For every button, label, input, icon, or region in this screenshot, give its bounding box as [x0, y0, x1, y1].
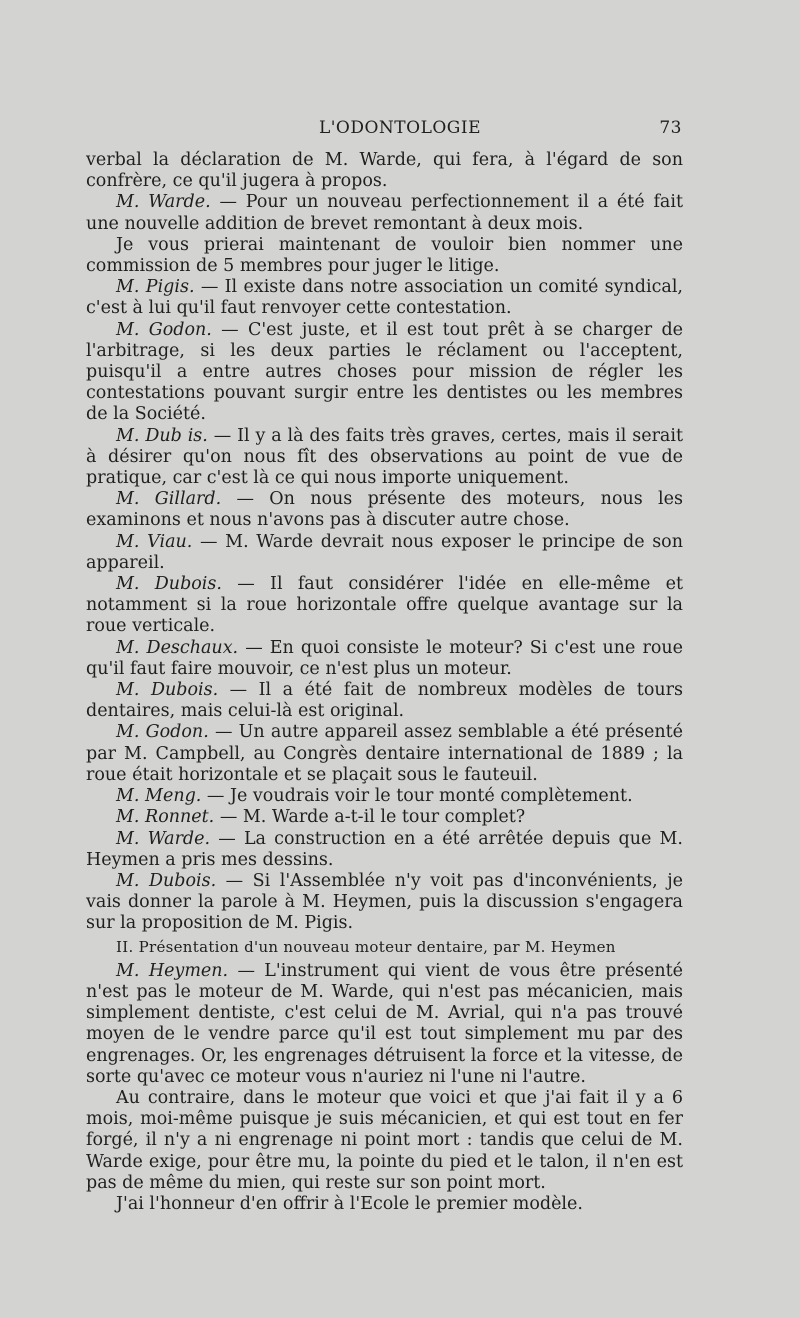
- paragraph: M. Meng. — Je voudrais voir le tour monté complètement.: [116, 786, 633, 807]
- paragraph: M. Gillard. — On nous présente des moteurs, nous les examinons et nous n'avons pas à discuter autre chose.: [86, 489, 683, 531]
- speaker-name: M. Gillard.: [116, 489, 222, 510]
- speaker-name: M. Ronnet.: [116, 807, 215, 828]
- speaker-name: M. Viau.: [116, 531, 193, 552]
- paragraph: Je vous prierai maintenant de vouloir bien nommer une commission de 5 membres pour juger le litige.: [86, 234, 683, 277]
- paragraph: Au contraire, dans le moteur que voici et que j'ai fait il y a 6 mois, moi-même puisque je suis mécanicien, et qui est tout en fer forgé, il n'y a ni engrenage ni point mort : tandis que celui de M. Warde exige, pour être mu, la pointe du pied et le talon, il n'en est pas de même du mien, qui reste sur son point mort.: [86, 1087, 683, 1193]
- paragraph: J'ai l'honneur d'en offrir à l'Ecole le premier modèle.: [116, 1193, 583, 1214]
- paragraph: M. Dubois. — Il a été fait de nombreux modèles de tours dentaires, mais celui-là est original.: [86, 680, 683, 722]
- running-title: L'ODONTOLOGIE: [318, 118, 482, 138]
- speaker-name: M. Dubois.: [116, 680, 219, 701]
- paragraph: M. Warde. — La construction en a été arrêtée depuis que M. Heymen a pris mes dessins.: [86, 828, 683, 870]
- speaker-name: M. Dub is.: [116, 425, 208, 446]
- paragraph: M. Warde. — Pour un nouveau perfectionnement il a été fait une nouvelle addition de brevet remontant à deux mois.: [86, 192, 683, 234]
- paragraph: M. Dubois. — Il faut considérer l'idée en elle-même et notamment si la roue horizontale offre quelque avantage sur la roue verticale.: [86, 574, 683, 637]
- paragraph: verbal la déclaration de M. Warde, qui fera, à l'égard de son confrère, ce qu'il jugera à propos.: [86, 150, 683, 192]
- paragraph: M. Pigis. — Il existe dans notre association un comité syndical, c'est à lui qu'il faut renvoyer cette contestation.: [86, 277, 683, 319]
- speaker-name: M. Meng.: [116, 786, 202, 807]
- paragraph: M. Ronnet. — M. Warde a-t-il le tour complet?: [116, 807, 526, 828]
- paragraph: M. Deschaux. — En quoi consiste le moteur? Si c'est une roue qu'il faut faire mouvoir, ce n'est plus un moteur.: [86, 637, 683, 679]
- speaker-name: M. Dubois.: [116, 870, 217, 891]
- speaker-name: M. Godon.: [116, 722, 209, 743]
- body-text: [86, 150, 683, 1215]
- speaker-name: M. Godon.: [116, 319, 212, 340]
- speaker-name: M. Deschaux.: [116, 637, 239, 658]
- paragraph: M. Viau. — M. Warde devrait nous exposer le principe de son appareil.: [86, 531, 683, 573]
- section-heading: II. Présentation d'un nouveau moteur dentaire, par M. Heymen: [116, 937, 616, 956]
- paragraph: M. Godon. — C'est juste, et il est tout prêt à se charger de l'arbitrage, si les deux parties le réclament ou l'acceptent, puisqu'il a entre autres choses pour mission de régler les contestations pouvant surgir entre les dentistes ou les membres de la Société.: [86, 319, 684, 425]
- speaker-name: M. Pigis.: [116, 277, 195, 298]
- paragraph: M. Heymen. — L'instrument qui vient de vous être présenté n'est pas le moteur de M. Warde, qui n'est pas mécanicien, mais simplement dentiste, c'est celui de M. Avrial, qui n'a pas trouvé moyen de le vendre parce qu'il est tout simplement mu par des engrenages. Or, les engrenages détruisent la force et la vitesse, de sorte qu'avec ce moteur vous n'auriez ni l'une ni l'autre.: [86, 960, 683, 1087]
- speaker-name: M. Warde.: [116, 828, 211, 849]
- speaker-name: M. Heymen.: [116, 960, 229, 981]
- page-number: 73: [659, 118, 682, 138]
- paragraph: M. Dub is. — Il y a là des faits très graves, certes, mais il serait à désirer qu'on nous fît des observations au point de vue de pratique, car c'est là ce qui nous importe uniquement.: [86, 425, 683, 489]
- running-head: [0, 118, 800, 142]
- paragraph: M. Dubois. — Si l'Assemblée n'y voit pas d'inconvénients, je vais donner la parole à M. Heymen, puis la discussion s'engagera sur la proposition de M. Pigis.: [86, 870, 683, 934]
- paragraph: M. Godon. — Un autre appareil assez semblable a été présenté par M. Campbell, au Congrès dentaire international de 1889 ; la roue était horizontale et se plaçait sous le fauteuil.: [86, 722, 683, 785]
- speaker-name: M. Warde.: [116, 192, 211, 213]
- speaker-name: M. Dubois.: [116, 574, 222, 595]
